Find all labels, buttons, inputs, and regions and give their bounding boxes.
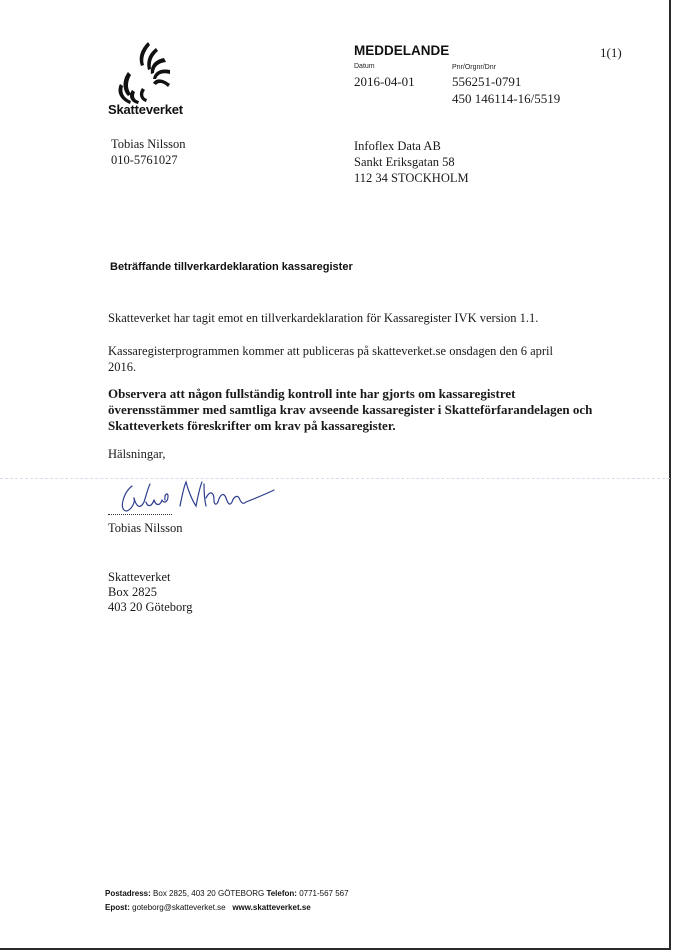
datum-value: 2016-04-01	[354, 74, 415, 89]
org-number: 556251-0791	[452, 74, 522, 89]
recipient-company: Infoflex Data AB	[354, 139, 441, 153]
epost-value: goteborg@skatteverket.se	[132, 903, 226, 912]
website-link: www.skatteverket.se	[232, 903, 311, 912]
signature-line	[108, 514, 172, 515]
footer-contact	[105, 903, 311, 912]
address-line-3: 403 20 Göteborg	[108, 600, 193, 614]
page-number: 1(1)	[600, 45, 622, 60]
body-paragraph-notice: Observera att någon fullständig kontroll inte har gjorts om kassaregistret överensstämmer med samtliga krav avseende kassaregister i Skatteförfarandelagen och Skatteverkets föreskrifter om krav på kassaregister.	[108, 386, 593, 433]
letter-subject: Beträffande tillverkardeklaration kassaregister	[110, 261, 353, 273]
recipient-postal: 112 34 STOCKHOLM	[354, 171, 469, 185]
document-type: MEDDELANDE	[354, 43, 450, 58]
reference-label: Pnr/Orgnr/Dnr	[452, 64, 496, 71]
signatory-name: Tobias Nilsson	[108, 521, 183, 535]
address-line-2: Box 2825	[108, 585, 157, 599]
telefon-label: Telefon:	[266, 889, 297, 898]
logo-wordmark: Skatteverket	[108, 102, 183, 117]
sender-address	[108, 570, 193, 615]
postadress-value: Box 2825, 403 20 GÖTEBORG	[153, 889, 265, 898]
closing-greeting: Hälsningar,	[108, 447, 166, 461]
recipient-street: Sankt Eriksgatan 58	[354, 155, 455, 169]
sender-name: Tobias Nilsson	[111, 137, 186, 151]
telefon-value: 0771-567 567	[299, 889, 349, 898]
epost-label: Epost:	[105, 903, 130, 912]
datum-label: Datum	[354, 63, 375, 70]
scan-artifact-line	[0, 478, 670, 479]
recipient-block	[354, 138, 469, 186]
case-number: 450 146114-16/5519	[452, 91, 561, 106]
body-paragraph-1: Skatteverket har tagit emot en tillverkardeklaration för Kassaregister IVK version 1.1.	[108, 311, 539, 325]
sender-phone: 010-5761027	[111, 153, 178, 167]
sender-block	[111, 136, 185, 168]
address-line-1: Skatteverket	[108, 570, 171, 584]
body-paragraph-2: Kassaregisterprogrammen kommer att publiceras på skatteverket.se onsdagen den 6 april 2016.	[108, 344, 553, 374]
footer-postal	[105, 889, 349, 898]
postadress-label: Postadress:	[105, 889, 151, 898]
